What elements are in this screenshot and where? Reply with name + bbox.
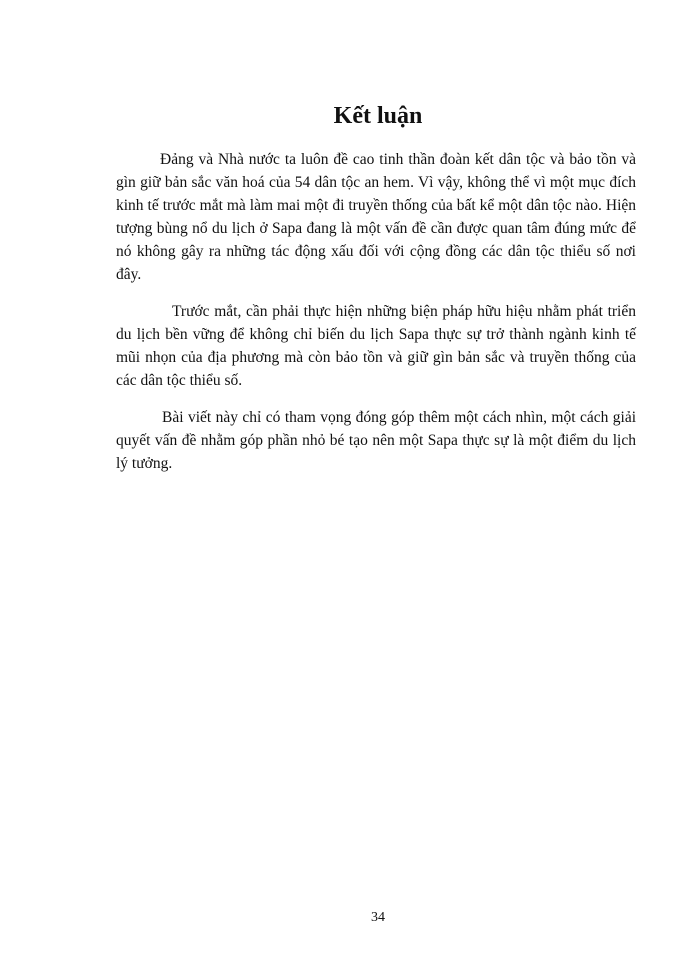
page-number: 34 [371, 910, 385, 925]
paragraph-1: Đảng và Nhà nước ta luôn đề cao tinh thần đoàn kết dân tộc và bảo tồn và gìn giữ bản sắc văn hoá của 54 dân tộc an hem. Vì vậy, không thể vì một mục đích kinh tế trước mắt mà làm mai một đi truyền thống của bất kể một dân tộc nào. Hiện tượng bùng nổ du lịch ở Sapa đang là một vấn đề cần được quan tâm đúng mức để nó không gây ra những tác động xấu đối với cộng đồng các dân tộc thiểu số nơi đây. [116, 151, 636, 283]
page-title: Kết luận [333, 103, 423, 129]
paragraph-3: Bài viết này chỉ có tham vọng đóng góp thêm một cách nhìn, một cách giải quyết vấn đề nhằm góp phần nhỏ bé tạo nên một Sapa thực sự là một điểm du lịch lý tưởng. [116, 409, 636, 472]
body-text [116, 148, 636, 489]
paragraph-2: Trước mắt, cần phải thực hiện những biện pháp hữu hiệu nhằm phát triển du lịch bền vững để không chỉ biến du lịch Sapa thực sự trở thành ngành kinh tế mũi nhọn của địa phương mà còn bảo tồn và giữ gìn bản sắc và truyền thống của các dân tộc thiểu số. [116, 303, 636, 389]
